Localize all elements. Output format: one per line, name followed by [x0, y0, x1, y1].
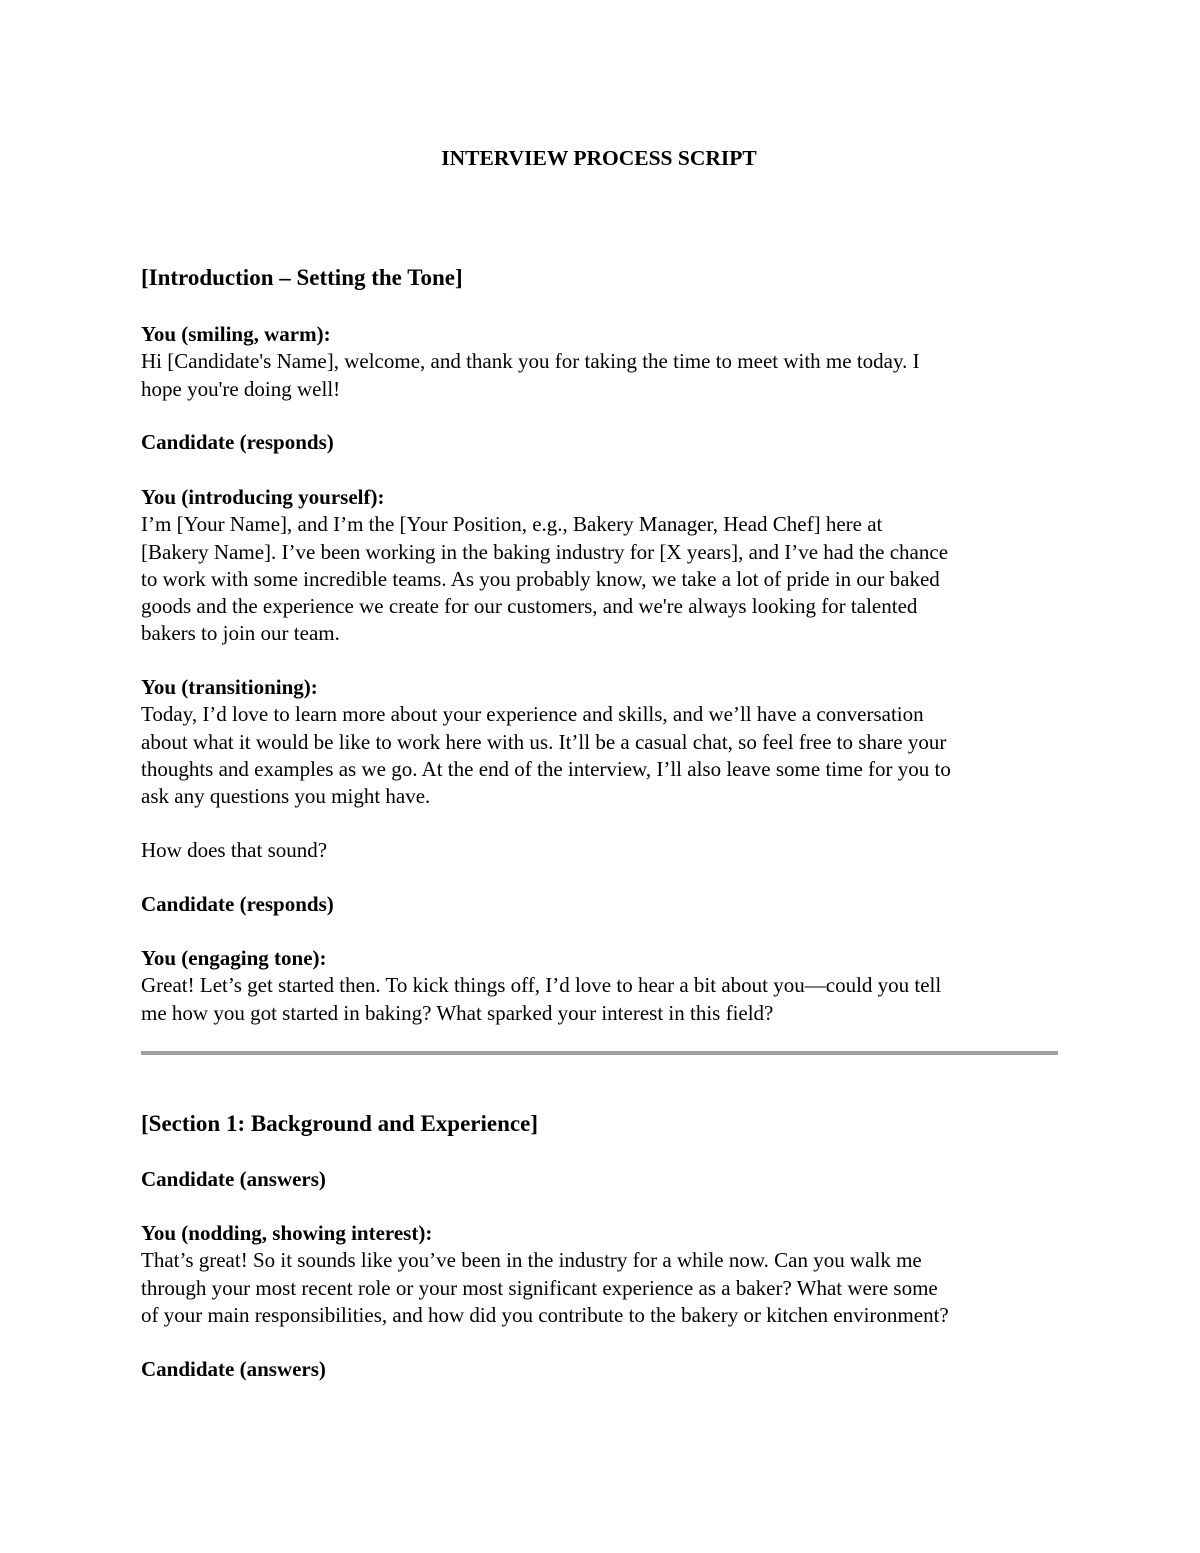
document-title: INTERVIEW PROCESS SCRIPT [441, 146, 757, 170]
speaker-label: You (engaging tone): [141, 946, 327, 970]
dialogue-line: hope you're doing well! [141, 376, 341, 401]
speaker-label: You (transitioning): [141, 675, 318, 699]
dialogue-block [141, 945, 1061, 1027]
dialogue-line: of your main responsibilities, and how did you contribute to the bakery or kitchen environment? [141, 1302, 949, 1327]
dialogue-line: about what it would be like to work here with us. It’ll be a casual chat, so feel free to share your [141, 729, 947, 754]
dialogue-line: bakers to join our team. [141, 621, 340, 646]
dialogue-line: Hi [Candidate's Name], welcome, and thank you for taking the time to meet with me today. I [141, 349, 920, 374]
dialogue-line: me how you got started in baking? What sparked your interest in this field? [141, 1000, 774, 1025]
dialogue-block [141, 1166, 1061, 1193]
speaker-label: You (introducing yourself): [141, 485, 385, 509]
dialogue-block [141, 674, 1061, 810]
speaker-label: Candidate (answers) [141, 1167, 326, 1191]
dialogue-block [141, 891, 1061, 918]
dialogue-line: goods and the experience we create for our customers, and we're always looking for talented [141, 594, 918, 619]
speaker-label: Candidate (responds) [141, 430, 334, 454]
speaker-label: You (nodding, showing interest): [141, 1221, 433, 1245]
speaker-label: Candidate (responds) [141, 892, 334, 916]
dialogue-line: [Bakery Name]. I’ve been working in the baking industry for [X years], and I’ve had the chance [141, 539, 949, 564]
speaker-label: Candidate (answers) [141, 1357, 326, 1381]
dialogue-line: thoughts and examples as we go. At the end of the interview, I’ll also leave some time for you to [141, 756, 951, 781]
dialogue-line: I’m [Your Name], and I’m the [Your Position, e.g., Bakery Manager, Head Chef] here at [141, 512, 883, 537]
dialogue-line: through your most recent role or your most significant experience as a baker? What were some [141, 1275, 938, 1300]
dialogue-block [141, 1356, 1061, 1383]
speaker-label: You (smiling, warm): [141, 322, 331, 346]
dialogue-block [141, 837, 1061, 864]
dialogue-line: How does that sound? [141, 838, 328, 862]
dialogue-line: That’s great! So it sounds like you’ve been in the industry for a while now. Can you walk me [141, 1248, 922, 1273]
section-heading-introduction: [Introduction – Setting the Tone] [141, 265, 463, 290]
section-heading-background: [Section 1: Background and Experience] [141, 1111, 538, 1136]
dialogue-block [141, 321, 1061, 403]
dialogue-line: Great! Let’s get started then. To kick things off, I’d love to hear a bit about you—could you tell [141, 973, 942, 998]
dialogue-block [141, 429, 1061, 456]
section-divider [141, 1051, 1058, 1055]
dialogue-block [141, 484, 1061, 648]
dialogue-line: Today, I’d love to learn more about your experience and skills, and we’ll have a conversation [141, 702, 924, 727]
dialogue-line: to work with some incredible teams. As you probably know, we take a lot of pride in our baked [141, 566, 940, 591]
dialogue-block [141, 1220, 1061, 1329]
dialogue-line: ask any questions you might have. [141, 784, 431, 809]
